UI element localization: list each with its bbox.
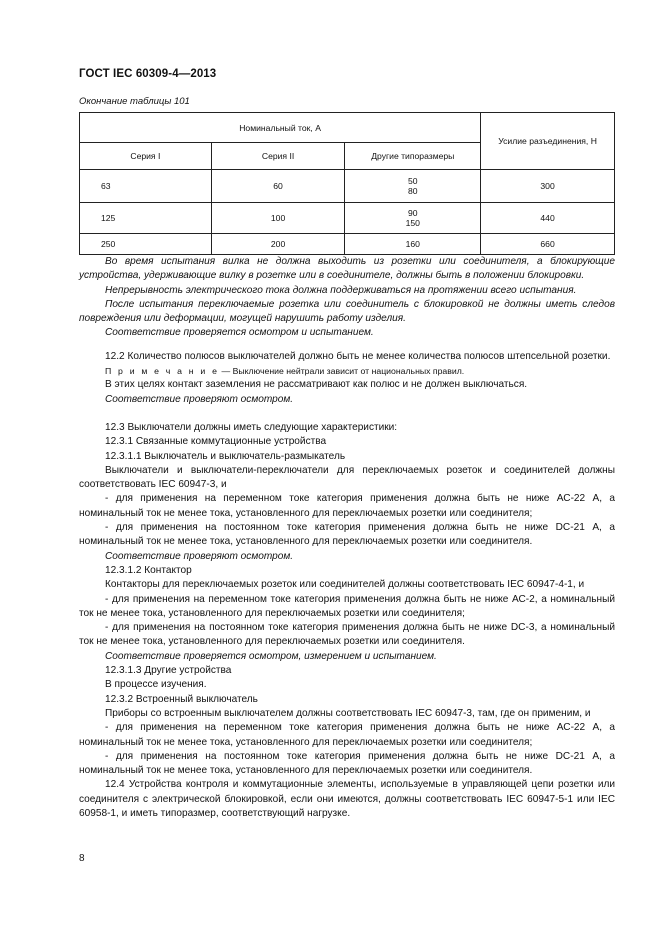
section-12-3-1-1: 12.3.1.1 Выключатель и выключатель-размыкатель (105, 450, 346, 462)
list-item: - для применения на переменном токе категория применения должна быть не ниже АС-22 А, а номинальный ток не менее тока, установленного для переключаемых розетки или соединителя; (79, 722, 615, 748)
table-caption: Окончание таблицы 101 (79, 96, 190, 107)
list-item: - для применения на переменном токе категория применения должна быть не ниже АС-2, а номинальный ток не менее тока, установленного для переключаемых розетки или соединителя; (79, 593, 615, 619)
paragraph: Соответствие проверяется осмотром и испытанием. (105, 327, 374, 339)
section-12-2: 12.2 Количество полюсов выключателей должно быть не менее количества полюсов штепсельной розетки. (105, 350, 611, 362)
list-item: - для применения на переменном токе категория применения должна быть не ниже АС-22 А, а номинальный ток не менее тока, установленного для переключаемых розетки или соединителя; (79, 493, 615, 519)
cell-other (345, 170, 481, 203)
paragraph: Соответствие проверяют осмотром. (105, 393, 294, 405)
cell-other-value: 80 (408, 186, 418, 196)
body-text (79, 255, 615, 821)
paragraph: Контакторы для переключаемых розеток или соединителей должны соответствовать IEC 60947-4-1, и (105, 579, 585, 591)
cell-other-value: 160 (405, 239, 420, 249)
cell-other (345, 234, 481, 255)
cell-force: 440 (481, 203, 615, 234)
table-row (80, 234, 615, 255)
section-12-3-1-2: 12.3.1.2 Контактор (105, 564, 192, 576)
note-label: П р и м е ч а н и е (105, 366, 220, 377)
cell-series-1: 63 (80, 170, 212, 203)
cell-force: 660 (481, 234, 615, 255)
list-item: - для применения на постоянном токе категория применения должна быть не ниже DC-21 А, а номинальный ток не менее тока, установленного для переключаемых розетки или соединителя. (79, 522, 615, 548)
page-number: 8 (79, 853, 85, 864)
note-text: — Выключение нейтрали зависит от национальных правил. (219, 366, 465, 377)
cell-series-2: 100 (211, 203, 345, 234)
force-table (79, 112, 615, 255)
list-item: - для применения на постоянном токе категория применения должна быть не ниже DC-21 А, а номинальный ток не менее тока, установленного для переключаемых розетки или соединителя. (79, 750, 615, 777)
list-item: - для применения на постоянном токе категория применения должна быть не ниже DC-3, а номинальный ток не менее тока, установленного для переключаемых розетки или соединителя. (79, 622, 615, 648)
standard-header: ГОСТ IEC 60309-4—2013 (79, 68, 217, 80)
cell-other-value: 90 (408, 208, 418, 218)
cell-series-2: 60 (211, 170, 345, 203)
col-header-series-2: Серия II (211, 143, 345, 170)
section-12-3: 12.3 Выключатели должны иметь следующие характеристики: (105, 421, 398, 433)
paragraph: Соответствие проверяют осмотром. (105, 550, 294, 562)
cell-series-2: 200 (211, 234, 345, 255)
paragraph: В этих целях контакт заземления не рассматривают как полюс и не должен выключаться. (105, 379, 528, 391)
note (79, 364, 615, 378)
paragraph: Приборы со встроенным выключателем должны соответствовать IEC 60947-3, там, где он применим, и (105, 707, 591, 719)
force-header: Усилие разъединения, Н (481, 113, 615, 170)
paragraph: Соответствие проверяется осмотром, измерением и испытанием. (105, 650, 437, 662)
paragraph: Непрерывность электрического тока должна поддерживаться на протяжении всего испытания. (105, 284, 577, 296)
paragraph: Выключатели и выключатели-переключатели для переключаемых розеток и соединителей должны соответствовать IEC 60947-3, и (79, 464, 615, 491)
table-row (80, 203, 615, 234)
col-header-other: Другие типоразмеры (345, 143, 481, 170)
paragraph: После испытания переключаемые розетка или соединитель с блокировкой не должны иметь следов повреждения или деформации, могущей нарушить работу изделия. (79, 298, 615, 325)
rated-current-header: Номинальный ток, А (80, 113, 481, 143)
cell-other-value: 50 (408, 176, 418, 186)
section-12-4: 12.4 Устройства контроля и коммутационные элементы, используемые в управляющей цепи розетки или соединителя с электрической блокировкой, если они имеются, должны соответствовать IEC 60947-5-1 или IEC 60958-1, и иметь типоразмер, соответствующий нагрузке. (79, 779, 615, 819)
table-row (80, 170, 615, 203)
cell-other-value: 150 (405, 218, 420, 228)
paragraph: В процессе изучения. (105, 679, 207, 691)
cell-series-1: 125 (80, 203, 212, 234)
section-12-3-1: 12.3.1 Связанные коммутационные устройства (105, 436, 327, 448)
cell-series-1: 250 (80, 234, 212, 255)
paragraph: Во время испытания вилка не должна выходить из розетки или соединителя, а блокирующие устройства, удерживающие вилку в розетке или в соединителе, должны быть в положении блокировки. (79, 256, 615, 282)
cell-force: 300 (481, 170, 615, 203)
section-12-3-2: 12.3.2 Встроенный выключатель (105, 693, 258, 705)
cell-other (345, 203, 481, 234)
section-12-3-1-3: 12.3.1.3 Другие устройства (105, 665, 232, 677)
col-header-series-1: Серия I (80, 143, 212, 170)
